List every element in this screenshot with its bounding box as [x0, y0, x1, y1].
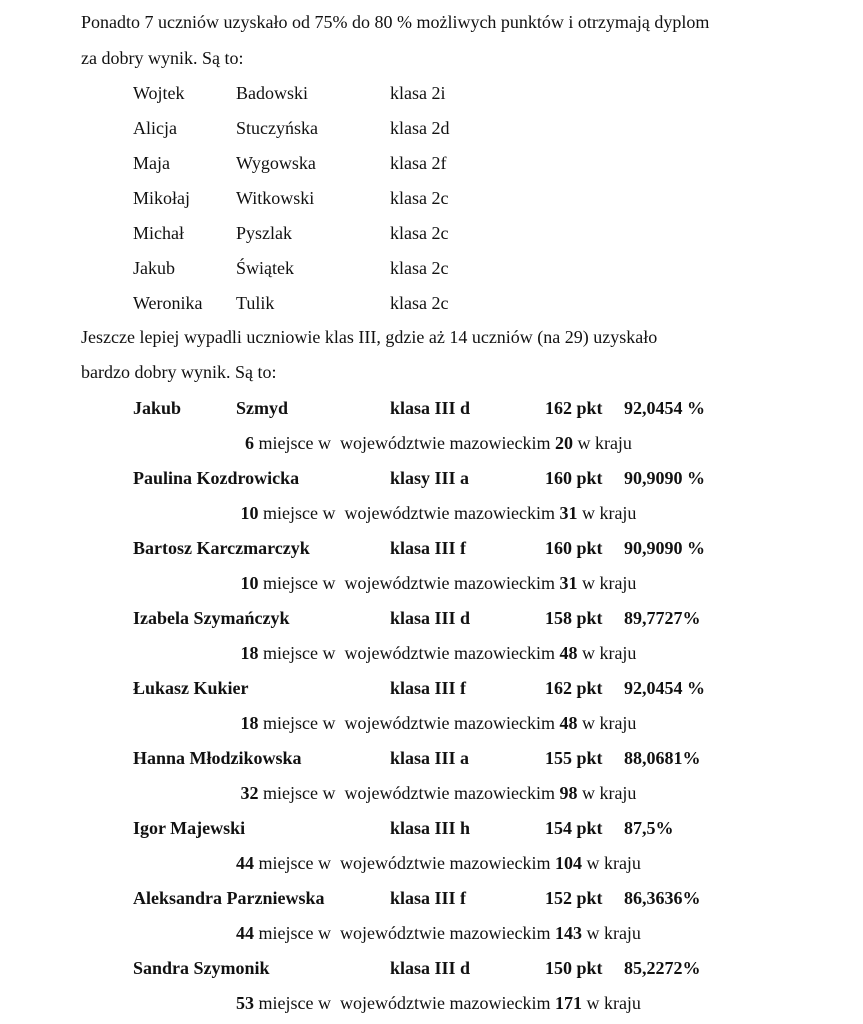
- good-student-first-name: Jakub: [133, 258, 175, 278]
- good-student-last-name: Stuczyńska: [236, 118, 318, 138]
- top-student-name: Jakub: [133, 398, 182, 418]
- top-student-percent: 89,7727%: [624, 608, 701, 628]
- top-student-class: klasa III d: [390, 398, 471, 418]
- good-student-class: klasa 2c: [390, 188, 449, 208]
- ranking-text-country: w kraju: [581, 923, 641, 943]
- top-student-name: Łukasz Kukier: [133, 678, 249, 698]
- top-student-percent: 92,0454 %: [624, 398, 705, 418]
- ranking-text-country: w kraju: [577, 503, 637, 523]
- top-student-percent: 90,9090 %: [624, 468, 705, 488]
- top-student-percent: 88,0681%: [624, 748, 701, 768]
- top-student-percent: 86,3636%: [624, 888, 701, 908]
- ranking-text-country: w kraju: [577, 643, 637, 663]
- ranking-text-voivodeship: miejsce w województwie mazowieckim: [258, 503, 560, 523]
- ranking-line: [0, 922, 863, 944]
- good-student-class: klasa 2c: [390, 293, 449, 313]
- top-student-points: 152 pkt: [545, 888, 603, 908]
- good-student-last-name: Tulik: [236, 293, 275, 313]
- top-student-class: klasa III d: [390, 608, 471, 628]
- top-student-class: klasa III f: [390, 678, 467, 698]
- voivodeship-rank: 44: [236, 853, 255, 873]
- top-student-class: klasa III f: [390, 538, 467, 558]
- voivodeship-rank: 32: [240, 783, 259, 803]
- good-student-last-name: Witkowski: [236, 188, 315, 208]
- good-student-class: klasa 2c: [390, 223, 449, 243]
- top-student-points: 162 pkt: [545, 398, 603, 418]
- good-student-class: klasa 2f: [390, 153, 447, 173]
- good-student-class: klasa 2i: [390, 83, 446, 103]
- top-student-name: Igor Majewski: [133, 818, 246, 838]
- ranking-text-country: w kraju: [581, 993, 641, 1013]
- top-student-points: 160 pkt: [545, 468, 603, 488]
- voivodeship-rank: 18: [240, 643, 259, 663]
- ranking-text-voivodeship: miejsce w województwie mazowieckim: [258, 783, 560, 803]
- ranking-text-voivodeship: miejsce w województwie mazowieckim: [254, 433, 555, 453]
- top-student-name: Izabela Szymańczyk: [133, 608, 290, 628]
- top-student-name: Paulina Kozdrowicka: [133, 468, 300, 488]
- top-student-points: 154 pkt: [545, 818, 603, 838]
- good-student-first-name: Weronika: [133, 293, 203, 313]
- top-student-class: klasa III d: [390, 958, 471, 978]
- voivodeship-rank: 44: [236, 923, 255, 943]
- intro-paragraph-1-line-1: Ponadto 7 uczniów uzyskało od 75% do 80 % możliwych punktów i otrzymają dyplom: [81, 12, 710, 32]
- country-rank: 20: [554, 433, 573, 453]
- ranking-text-country: w kraju: [577, 573, 637, 593]
- ranking-text-voivodeship: miejsce w województwie mazowieckim: [258, 713, 560, 733]
- ranking-line: [0, 502, 863, 524]
- ranking-line: [0, 642, 863, 664]
- intro-paragraph-2-line-1: Jeszcze lepiej wypadli uczniowie klas III, gdzie aż 14 uczniów (na 29) uzyskało: [81, 327, 658, 347]
- top-student-points: 155 pkt: [545, 748, 603, 768]
- ranking-text-country: w kraju: [577, 783, 637, 803]
- ranking-line: [0, 712, 863, 734]
- country-rank: 31: [559, 573, 578, 593]
- voivodeship-rank: 18: [240, 713, 259, 733]
- good-student-first-name: Michał: [133, 223, 184, 243]
- ranking-text-voivodeship: miejsce w województwie mazowieckim: [254, 923, 555, 943]
- country-rank: 31: [559, 503, 578, 523]
- ranking-text-country: w kraju: [572, 433, 632, 453]
- good-student-last-name: Świątek: [236, 258, 294, 278]
- country-rank: 143: [554, 923, 582, 943]
- ranking-text-voivodeship: miejsce w województwie mazowieckim: [258, 643, 560, 663]
- good-student-class: klasa 2d: [390, 118, 450, 138]
- top-student-last-name: Szmyd: [236, 398, 289, 418]
- intro-paragraph-1-line-2: za dobry wynik. Są to:: [81, 48, 244, 68]
- ranking-line: [0, 432, 863, 454]
- good-student-first-name: Maja: [133, 153, 170, 173]
- voivodeship-rank: 10: [240, 503, 259, 523]
- good-student-first-name: Wojtek: [133, 83, 185, 103]
- good-student-first-name: Mikołaj: [133, 188, 190, 208]
- good-student-last-name: Wygowska: [236, 153, 316, 173]
- voivodeship-rank: 10: [240, 573, 259, 593]
- voivodeship-rank: 53: [236, 993, 255, 1013]
- top-student-percent: 90,9090 %: [624, 538, 705, 558]
- top-student-name: Hanna Młodzikowska: [133, 748, 302, 768]
- ranking-text-voivodeship: miejsce w województwie mazowieckim: [258, 573, 560, 593]
- top-student-percent: 85,2272%: [624, 958, 701, 978]
- country-rank: 104: [554, 853, 582, 873]
- country-rank: 171: [554, 993, 582, 1013]
- voivodeship-rank: 6: [245, 433, 255, 453]
- ranking-line: [0, 992, 863, 1014]
- country-rank: 98: [559, 783, 578, 803]
- intro-paragraph-2-line-2: bardzo dobry wynik. Są to:: [81, 362, 277, 382]
- top-student-name: Bartosz Karczmarczyk: [133, 538, 310, 558]
- top-student-name: Aleksandra Parzniewska: [133, 888, 325, 908]
- ranking-line: [0, 782, 863, 804]
- top-student-points: 162 pkt: [545, 678, 603, 698]
- top-student-percent: 92,0454 %: [624, 678, 705, 698]
- ranking-text-country: w kraju: [581, 853, 641, 873]
- ranking-line: [0, 852, 863, 874]
- country-rank: 48: [559, 643, 578, 663]
- top-student-points: 160 pkt: [545, 538, 603, 558]
- ranking-text-country: w kraju: [577, 713, 637, 733]
- top-student-points: 158 pkt: [545, 608, 603, 628]
- top-student-name: Sandra Szymonik: [133, 958, 270, 978]
- top-student-class: klasa III a: [390, 748, 470, 768]
- ranking-line: [0, 572, 863, 594]
- top-student-class: klasa III h: [390, 818, 471, 838]
- country-rank: 48: [559, 713, 578, 733]
- ranking-text-voivodeship: miejsce w województwie mazowieckim: [254, 853, 555, 873]
- top-student-percent: 87,5%: [624, 818, 674, 838]
- good-student-last-name: Badowski: [236, 83, 308, 103]
- top-student-class: klasy III a: [390, 468, 470, 488]
- good-student-last-name: Pyszlak: [236, 223, 292, 243]
- top-student-class: klasa III f: [390, 888, 467, 908]
- ranking-text-voivodeship: miejsce w województwie mazowieckim: [254, 993, 555, 1013]
- top-student-points: 150 pkt: [545, 958, 603, 978]
- good-student-first-name: Alicja: [133, 118, 177, 138]
- good-student-class: klasa 2c: [390, 258, 449, 278]
